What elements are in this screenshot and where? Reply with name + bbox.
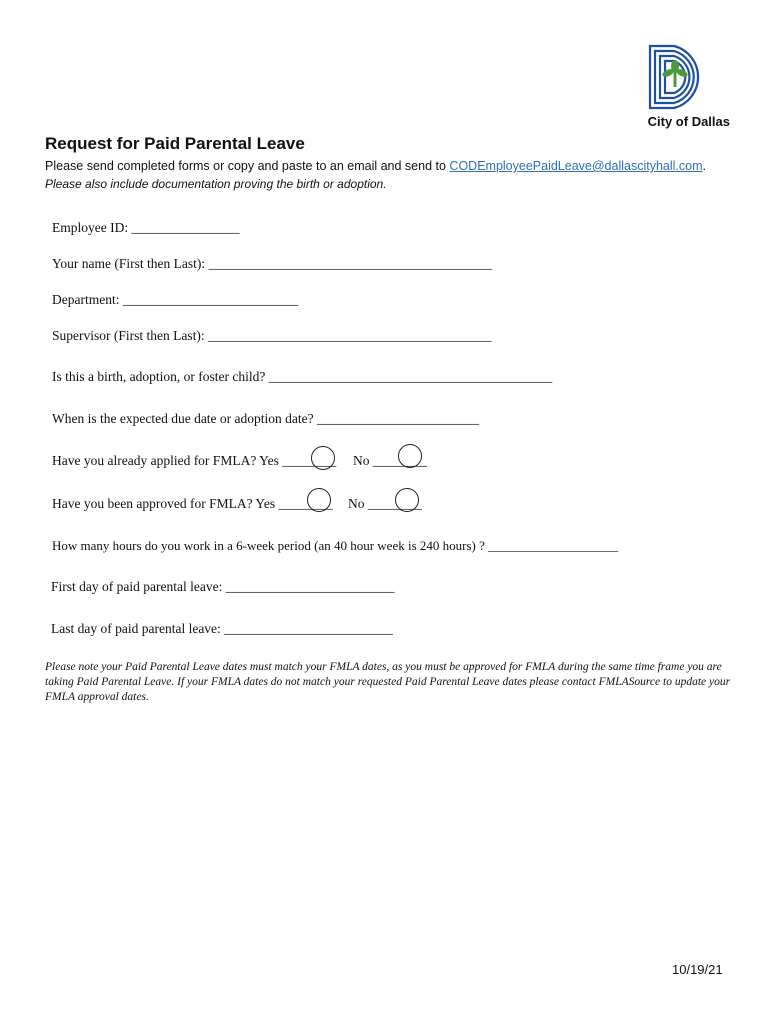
intro-text-body: Please send completed forms or copy and paste to an email and send to bbox=[45, 159, 450, 173]
page-title: Request for Paid Parental Leave bbox=[45, 134, 305, 153]
fmla-applied-yes-radio[interactable] bbox=[311, 446, 335, 470]
intro-period: . bbox=[702, 159, 706, 173]
fmla-approved-no-label: No ________ bbox=[348, 496, 422, 511]
footer-note: Please note your Paid Parental Leave dates must match your FMLA dates, as you must be approved for FMLA during the same time frame you are taking Paid Parental Leave. If your FMLA dates do not match your requested Paid Parental Leave dates please contact FMLASource to update your FMLA approval dates. bbox=[45, 661, 731, 703]
city-of-dallas-d-logo-icon bbox=[648, 44, 712, 110]
due-date-field[interactable]: When is the expected due date or adoption date? ________________________ bbox=[52, 411, 480, 426]
fmla-approved-question: Have you been approved for FMLA? Yes ________ bbox=[52, 496, 333, 511]
fmla-applied-question: Have you already applied for FMLA? Yes ________ bbox=[52, 453, 337, 468]
fmla-applied-no-radio[interactable] bbox=[398, 444, 422, 468]
first-day-field[interactable]: First day of paid parental leave: _________________________ bbox=[51, 579, 395, 594]
email-link[interactable]: CODEmployeePaidLeave@dallascityhall.com bbox=[449, 159, 703, 173]
your-name-field[interactable]: Your name (First then Last): __________________________________________ bbox=[52, 256, 492, 271]
logo-caption: City of Dallas bbox=[647, 114, 730, 129]
fmla-approved-yes-radio[interactable] bbox=[307, 488, 331, 512]
last-day-field[interactable]: Last day of paid parental leave: _________________________ bbox=[51, 621, 393, 636]
fmla-approved-no-radio[interactable] bbox=[395, 488, 419, 512]
supervisor-field[interactable]: Supervisor (First then Last): __________________________________________ bbox=[52, 328, 492, 343]
form-date: 10/19/21 bbox=[672, 962, 723, 977]
department-field[interactable]: Department: __________________________ bbox=[52, 292, 299, 307]
intro-text bbox=[45, 159, 706, 173]
employee-id-field[interactable]: Employee ID: ________________ bbox=[52, 220, 240, 235]
fmla-applied-no-label: No ________ bbox=[353, 453, 427, 468]
intro-note: Please also include documentation proving the birth or adoption. bbox=[45, 177, 387, 191]
child-type-field[interactable]: Is this a birth, adoption, or foster child? __________________________________________ bbox=[52, 369, 553, 384]
hours-field[interactable]: How many hours do you work in a 6-week period (an 40 hour week is 240 hours) ? ____________________ bbox=[52, 538, 619, 553]
